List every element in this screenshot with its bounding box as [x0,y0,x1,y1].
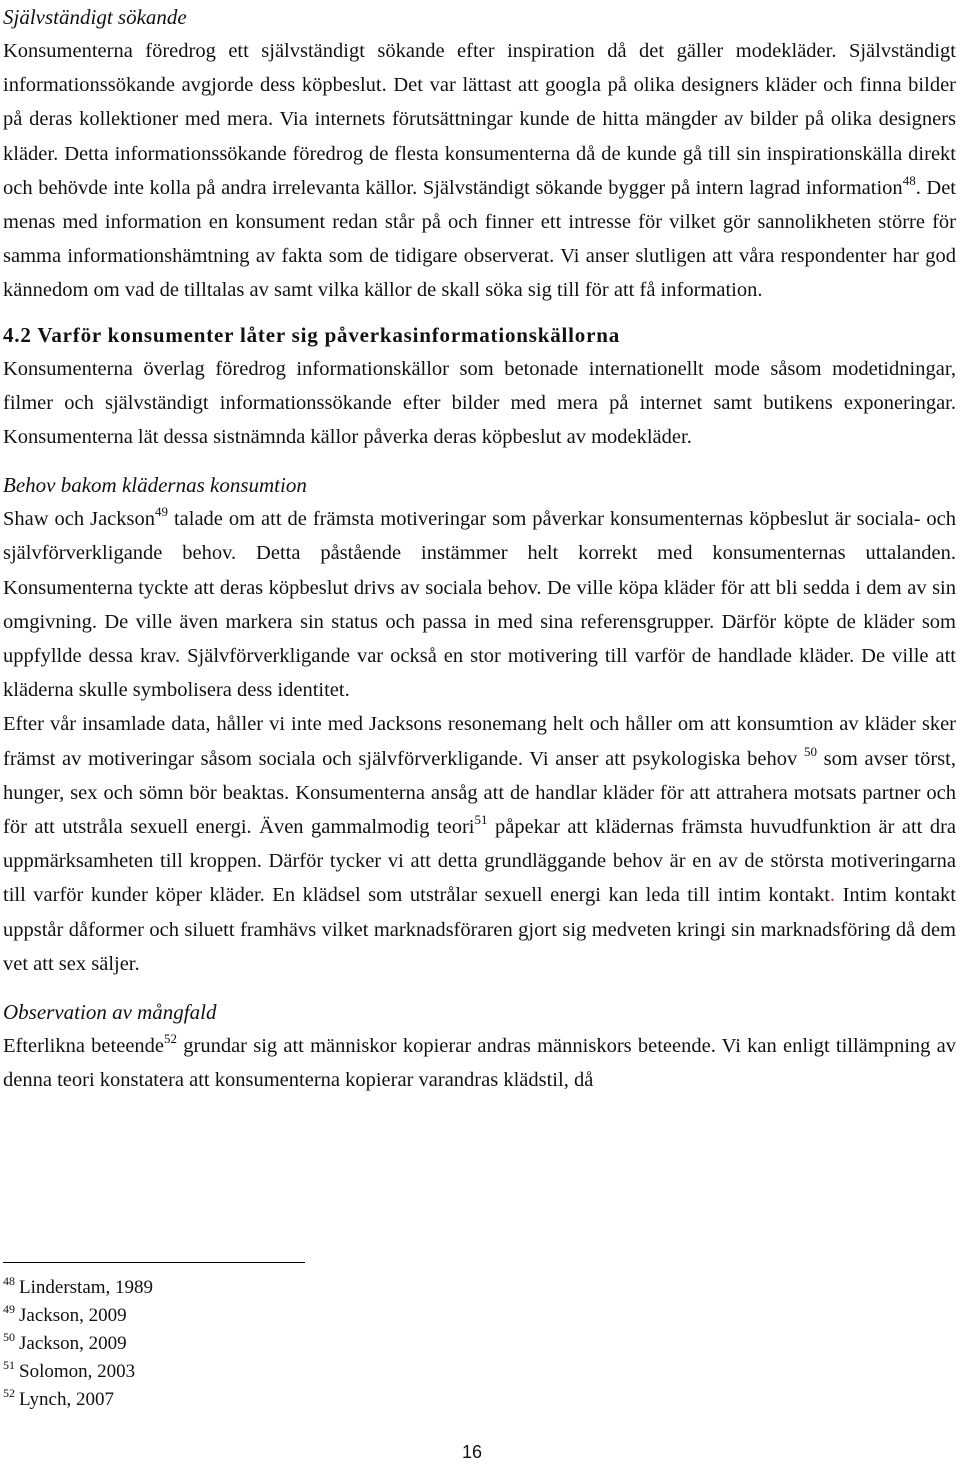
text-run: grundar sig att människor kopierar andras människors beteende. Vi kan enligt tillämpning av denna teori konstatera att konsumenterna kopierar varandras klädstil, då [3,1035,956,1092]
footnote-number: 48 [3,1274,15,1288]
paragraph-needs-1 [3,502,956,707]
footnote [3,1386,153,1414]
text-run: Konsumenterna föredrog ett självständigt sökande efter inspiration då det gäller modekläder. Självständigt informationssökande avgjorde dess köpbeslut. Det var lättast att googla på olika designers kläder och finna bilder på deras kollektioner med mera. Via internets förutsättningar kunde de hitta mängder av bilder på olika designers kläder. Detta informationssökande föredrog de flesta konsumenterna då de kunde gå till sin inspirationskälla direkt och behövde inte kolla på andra irrelevanta källor. Självständigt sökande bygger på intern lagrad information [3,40,956,199]
footnote-separator [3,1262,305,1263]
paragraph-influence-sources: Konsumenterna överlag föredrog informationskällor som betonade internationellt mode såsom modetidningar, filmer och självständigt informationssökande efter bilder med mera på internet samt butikens exponeringar. Konsumenterna lät dessa sistnämnda källor påverka deras köpbeslut av modekläder. [3,357,956,449]
text-run: som avser törst, hunger, sex och sömn bör beaktas. Konsumenterna ansåg att de handlar kläder för att attrahera motsats partner och för att utstråla sexuell energi. Även gammalmodig teori [3,747,956,839]
footnote-text: Solomon, 2003 [19,1361,136,1382]
paragraph-independent-search [3,34,956,308]
paragraph-needs-2 [3,707,956,981]
footnote-ref-49: 49 [155,504,168,520]
paragraph-observation [3,1029,956,1097]
section-heading-4-2: 4.2 Varför konsumenter låter sig påverkasinformationskällorna [3,322,620,347]
footnote [3,1358,153,1386]
text-run: . Det menas med information en konsument redan står på och finner ett intresse för vilket gör sannolikheten större för samma informationshämtning av fakta som de tidigare observerat. Vi anser slutligen att våra respondenter har god kännedom om vad de tilltalas av samt vilka källor de skall söka sig till för att få information. [3,176,957,302]
footnote-text: Linderstam, 1989 [19,1277,154,1298]
footnote-number: 52 [3,1386,15,1400]
text-run: talade om att de främsta motiveringar som påverkar konsumenternas köpbeslut är sociala- och självförverkligande behov. Detta påstående instämmer helt korrekt med konsumenternas uttalanden. Konsumenterna tyckte att deras köpbeslut drivs av sociala behov. De ville köpa kläder för att bli sedda i dem av sin omgivning. De ville även markera sin status och passa in med sina referensgrupper. Därför köpte de kläder som uppfyllde dessa krav. Självförverkligande var också en stor motivering till varför de handlade kläder. De ville att kläderna skulle symbolisera dess identitet. [3,508,956,702]
text-run: påpekar att klädernas främsta huvudfunktion är att dra uppmärksamheten till kroppen. Därför tycker vi att detta grundläggande behov är en av de största motiveringarna till varför kunder köper kläder. En klädsel som utstrålar sexuell energi kan leda till intim kontakt [3,816,956,907]
section-title-needs: Behov bakom klädernas konsumtion [3,473,307,498]
text-run: Efter vår insamlade data, håller vi inte med Jacksons resonemang helt och håller om att konsumtion av kläder sker främst av motiveringar såsom sociala och självförverkligande. Vi anser att psykologiska behov [3,713,956,770]
footnote-text: Jackson, 2009 [19,1305,127,1326]
text-run: Efterlikna beteende [3,1035,165,1058]
section-title-independent-search: Självständigt sökande [3,5,187,29]
footnote-text: Jackson, 2009 [19,1333,127,1354]
highlighted-period: . [829,884,836,907]
footnote [3,1302,153,1330]
footnote-text: Lynch, 2007 [19,1389,114,1410]
document-page [3,0,956,1097]
footnote-number: 49 [3,1302,15,1316]
footnote [3,1274,153,1302]
footnote-ref-52: 52 [164,1031,178,1047]
footnote [3,1330,153,1358]
footnote-number: 51 [3,1358,15,1372]
text-run: Shaw och Jackson [3,508,155,531]
text-run: Intim kontakt uppstår dåformer och siluett framhävs vilket marknadsföraren gjort sig medveten kringi sin marknadsföring då dem vet att sex säljer. [3,884,956,975]
footnote-ref-50: 50 [803,743,817,759]
footnotes [3,1274,153,1414]
footnote-number: 50 [3,1330,15,1344]
footnote-ref-48: 48 [902,172,916,188]
section-title-observation: Observation av mångfald [3,1000,217,1025]
page-number: 16 [462,1442,483,1462]
footnote-ref-51: 51 [474,812,488,828]
